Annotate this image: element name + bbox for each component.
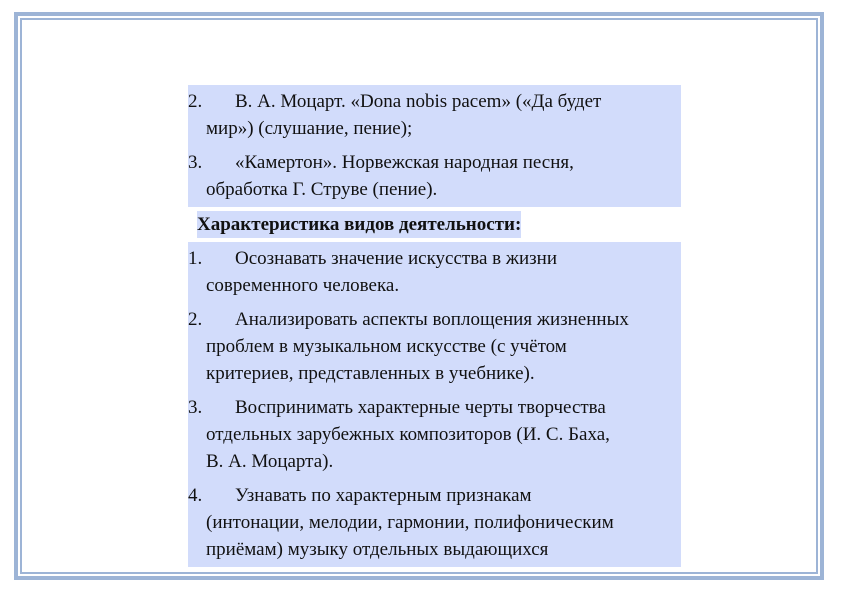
list-item [188, 242, 681, 303]
item-text-cont: современного человека. [206, 275, 400, 296]
item-text: Анализировать аспекты воплощения жизненных [235, 309, 629, 330]
text-block [188, 85, 681, 567]
item-text-cont: приёмам) музыку отдельных выдающихся [206, 539, 549, 560]
item-number: 4. [188, 485, 203, 506]
item-text: Узнавать по характерным признакам [235, 485, 532, 506]
section-heading [188, 207, 681, 242]
item-text-cont: (интонации, мелодии, гармонии, полифоническим [206, 512, 614, 533]
item-number: 3. [188, 152, 203, 173]
item-text-cont: В. А. Моцарта). [206, 451, 334, 472]
item-number: 1. [188, 248, 203, 269]
item-number: 2. [188, 91, 203, 112]
list-item [188, 303, 681, 391]
list-item [188, 146, 681, 207]
item-number: 2. [188, 309, 203, 330]
item-text-cont: обработка Г. Струве (пение). [206, 179, 438, 200]
item-text: Воспринимать характерные черты творчества [235, 397, 606, 418]
list-item [188, 391, 681, 479]
list-item [188, 479, 681, 567]
item-text-cont: мир») (слушание, пение); [206, 118, 413, 139]
item-text: В. А. Моцарт. «Dona nobis pacem» («Да будет [235, 91, 602, 112]
item-text-cont: проблем в музыкальном искусстве (с учётом [206, 336, 567, 357]
heading-text: Характеристика видов деятельности: [197, 211, 521, 238]
item-text: Осознавать значение искусства в жизни [235, 248, 557, 269]
item-text: «Камертон». Норвежская народная песня, [235, 152, 574, 173]
item-text-cont: отдельных зарубежных композиторов (И. С. Баха, [206, 424, 610, 445]
item-text-cont: критериев, представленных в учебнике). [206, 363, 535, 384]
list-item [188, 85, 681, 146]
item-number: 3. [188, 397, 203, 418]
